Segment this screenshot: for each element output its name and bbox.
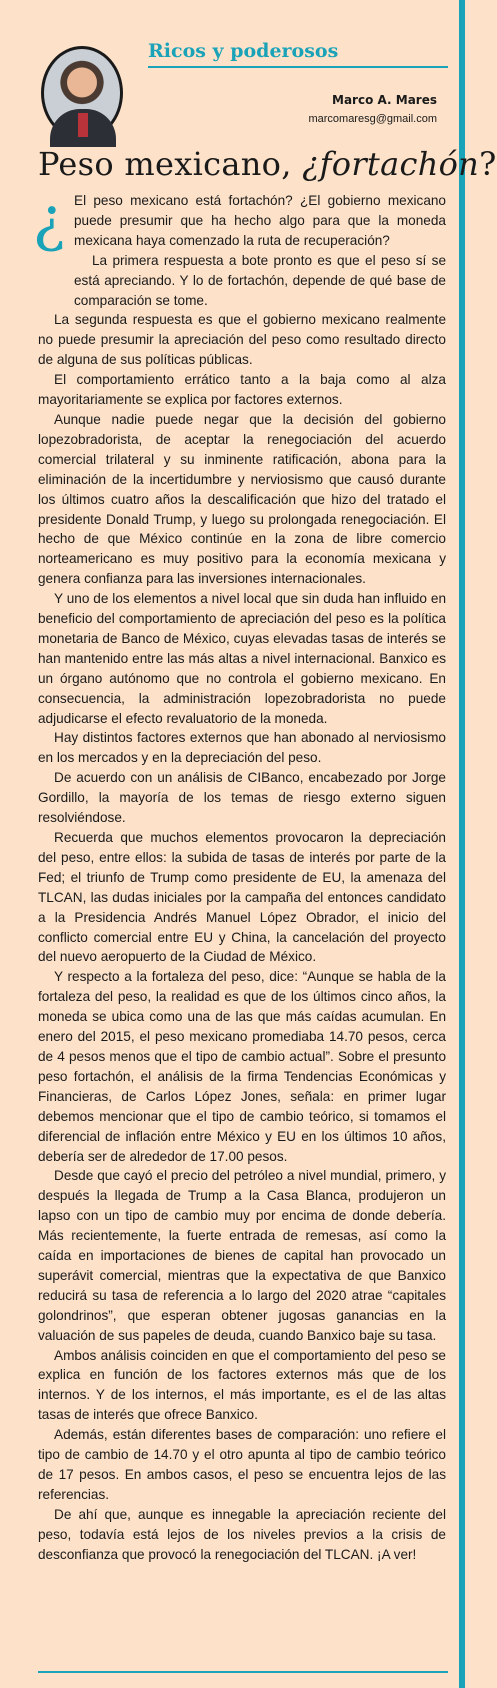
paragraph: Y respecto a la fortaleza del peso, dice: “Aunque se habla de la fortaleza del peso, la realidad es que de los últimos cinco años, la moneda se ubica como una de las que más caídas acumulan. En enero del 2015, el peso mexicano promediaba 14.70 pesos, cerca de 4 pesos menos que el tipo de cambio actual”. Sobre el presunto peso fortachón, el análisis de la firma Tendencias Económicas y Financieras, de Carlos López Jones, señala: en primer lugar debemos mencionar que el tipo de cambio teórico, si tomamos el diferencial de inflación entre México y EU en los últimos 10 años, debería ser de alrededor de 17.00 pesos. <box>38 969 446 1164</box>
column-header <box>0 0 458 140</box>
title-prefix: Peso mexicano, <box>38 145 303 183</box>
author-name: Marco A. Mares <box>332 93 437 107</box>
article-body <box>38 191 446 1565</box>
paragraph: Y uno de los elementos a nivel local que sin duda han influido en beneficio del comportamiento de apreciación del peso es la política monetaria de Banco de México, cuyas elevadas tasas de interés se han mantenido entre las más altas a nivel internacional. Banxico es un órgano autónomo que no controla el gobierno mexicano. En consecuencia, la administración lopezobradorista no puede adjudicarse el efecto revaluatorio de la moneda. <box>38 591 446 726</box>
column-name: Ricos y poderosos <box>148 40 339 62</box>
paragraph: Además, están diferentes bases de comparación: uno refiere el tipo de cambio de 14.70 y el otro apunta al tipo de cambio teórico de 17 pesos. En ambos casos, el peso se encuentra lejos de las referencias. <box>38 1427 446 1502</box>
author-avatar <box>41 46 123 140</box>
bottom-rule <box>38 1671 448 1673</box>
dropcap: ¿ <box>32 185 66 255</box>
column-rule <box>148 66 448 68</box>
right-accent-bar <box>459 0 465 1688</box>
paragraph: Ambos análisis coinciden en que el comportamiento del peso se explica en función de los factores externos más que de los internos. Y de los internos, el más importante, es el de las altas tasas de interés que ofrece Banxico. <box>38 1347 446 1423</box>
paragraph: El peso mexicano está fortachón? ¿El gobierno mexicano puede presumir que ha hecho algo para que la moneda mexicana haya comenzado la ruta de recuperación? <box>74 193 446 248</box>
paragraph: El comportamiento errático tanto a la baja como al alza mayoritariamente se explica por factores externos. <box>38 372 446 408</box>
author-email[interactable]: marcomaresg@gmail.com <box>308 113 437 125</box>
article-title <box>38 145 497 183</box>
title-suffix: ? <box>479 145 497 183</box>
paragraph: Desde que cayó el precio del petróleo a nivel mundial, primero, y después la llegada de Trump a la Casa Blanca, produjeron un lapso con un tipo de cambio muy por encima de donde debería. Más recientemente, la fuerte entrada de remesas, así como la caída en importaciones de bienes de capital han provocado un superávit comercial, mientras que la expectativa de que Banxico reducirá su tasa de referencia a lo largo del 2020 atrae “capitales golondrinos”, que esperan obtener jugosas ganancias en la valuación de sus papeles de deuda, cuando Banxico baje su tasa. <box>38 1168 446 1343</box>
paragraph: La segunda respuesta es que el gobierno mexicano realmente no puede presumir la apreciación del peso como resultado directo de alguna de sus políticas públicas. <box>38 312 446 368</box>
paragraph: Recuerda que muchos elementos provocaron la depreciación del peso, entre ellos: la subida de tasas de interés por parte de la Fed; el triunfo de Trump como presidente de EU, la amenaza del TLCAN, las dudas iniciales por la campaña del entonces candidato a la Presidencia Andrés Manuel López Obrador, el inicio del conflicto comercial entre EU y China, la cancelación del proyecto del nuevo aeropuerto de la Ciudad de México. <box>38 830 446 965</box>
paragraph: Aunque nadie puede negar que la decisión del gobierno lopezobradorista, de aceptar la renegociación del acuerdo comercial trilateral y su inminente ratificación, abona para la eliminación de la incertidumbre y nerviosismo que causó durante los últimos cuatro años la descalificación que hizo del tratado el presidente Donald Trump, y luego su prolongada renegociación. El hecho de que México continúe en la zona de libre comercio norteamericano es muy positivo para la economía mexicana y genera confianza para las inversiones internacionales. <box>38 411 446 587</box>
paragraph: De ahí que, aunque es innegable la apreciación reciente del peso, todavía está lejos de los niveles previos a la crisis de desconfianza que provocó la renegociación del TLCAN. ¡A ver! <box>38 1506 446 1562</box>
title-emphasis: ¿fortachón <box>302 145 480 183</box>
paragraph: De acuerdo con un análisis de CIBanco, encabezado por Jorge Gordillo, la mayoría de los temas de riesgo externo siguen resolviéndose. <box>38 770 446 826</box>
paragraph: Hay distintos factores externos que han abonado al nerviosismo en los mercados y en la depreciación del peso. <box>38 730 446 766</box>
paragraph: La primera respuesta a bote pronto es que el peso sí se está apreciando. Y lo de fortachón, depende de qué base de comparación se tome. <box>74 252 446 308</box>
